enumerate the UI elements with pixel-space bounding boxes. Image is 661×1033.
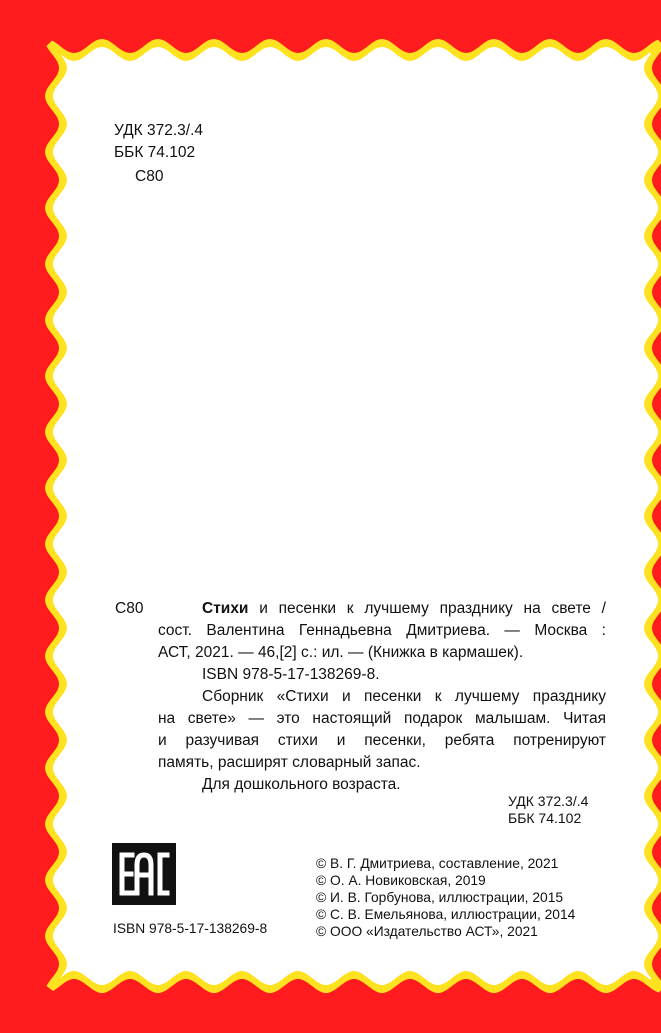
bib-publisher-line: АСТ, 2021. — 46,[2] с.: ил. — (Книжка в кармашек). xyxy=(158,644,524,661)
bib-compiler-line: сост. Валентина Геннадьевна Дмитриева. — Москва : xyxy=(158,622,606,639)
bbk-code-top: ББК 74.102 xyxy=(114,144,196,161)
annotation-line-3: и разучивая стихи и песенки, ребята потренируют xyxy=(158,732,606,749)
copyright-line: © О. А. Новиковская, 2019 xyxy=(316,873,486,888)
book-title-rest: и песенки к лучшему празднику на свете / xyxy=(259,600,606,617)
eac-icon xyxy=(112,843,176,905)
annotation-line-1: Сборник «Стихи и песенки к лучшему празднику xyxy=(202,688,606,705)
udk-code-bottom: УДК 372.3/.4 xyxy=(508,793,589,809)
isbn-bottom: ISBN 978-5-17-138269-8 xyxy=(113,921,268,936)
annotation-line-4: память, расширят словарный запас. xyxy=(158,754,421,771)
author-mark-top: С80 xyxy=(135,168,164,185)
copyright-line: © И. В. Горбунова, иллюстрации, 2015 xyxy=(316,890,564,905)
bib-isbn-line: ISBN 978-5-17-138269-8. xyxy=(202,666,380,683)
copyright-line: © С. В. Емельянова, иллюстрации, 2014 xyxy=(316,907,576,922)
annotation-line-2: на свете» — это настоящий подарок малышам. Читая xyxy=(158,710,606,727)
copyright-line: © В. Г. Дмитриева, составление, 2021 xyxy=(316,856,559,871)
copyright-line: © ООО «Издательство АСТ», 2021 xyxy=(316,924,538,939)
audience-line: Для дошкольного возраста. xyxy=(202,776,401,793)
copyright-list xyxy=(316,855,575,940)
bibliographic-record xyxy=(158,598,606,796)
bbk-code-bottom: ББК 74.102 xyxy=(508,810,582,826)
book-title-bold: Стихи xyxy=(202,600,249,617)
udk-code-top: УДК 372.3/.4 xyxy=(114,122,204,139)
bib-title-line xyxy=(158,598,606,620)
author-mark-bibliography: С80 xyxy=(115,600,144,617)
